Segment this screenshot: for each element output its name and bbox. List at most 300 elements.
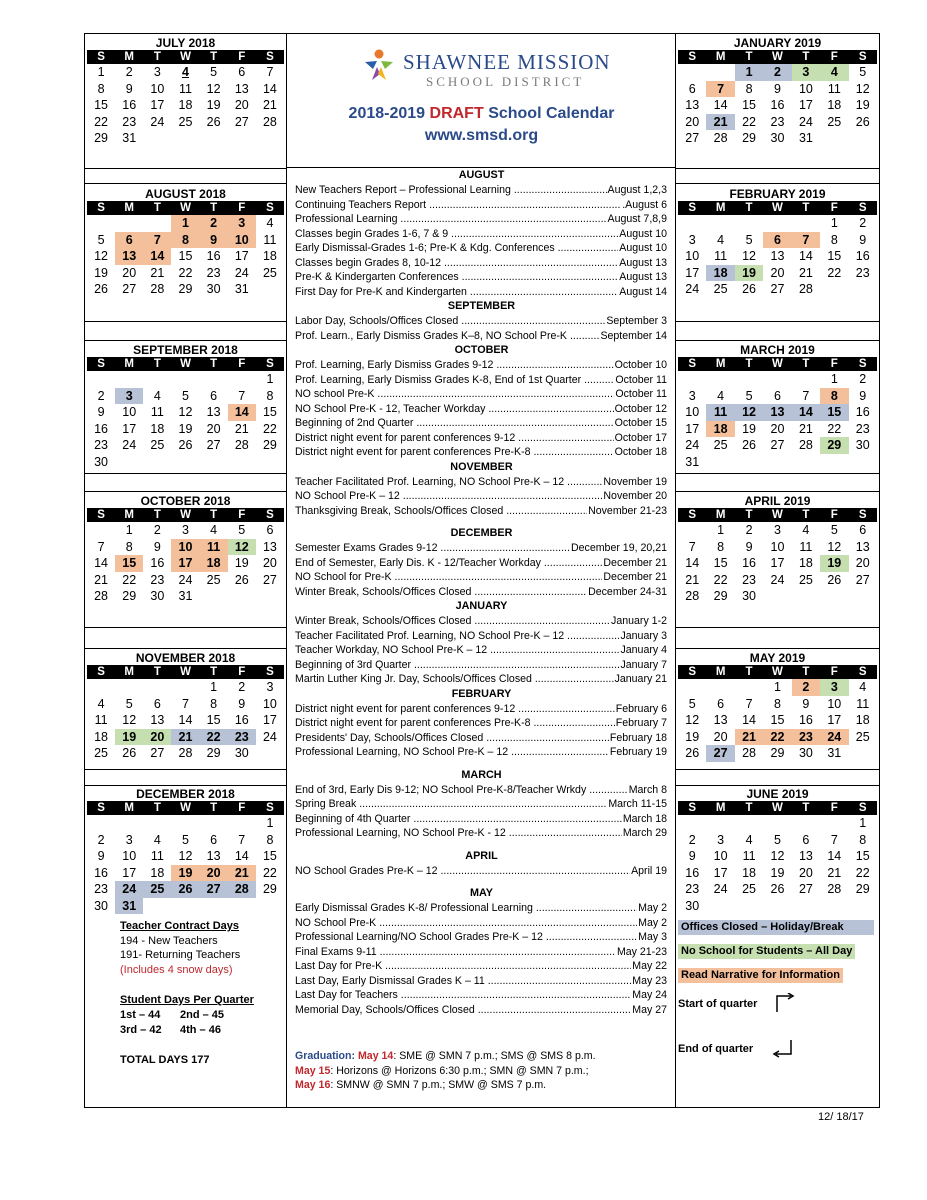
day-cell: 31 [115, 898, 143, 915]
event-row [288, 974, 675, 989]
event-date: November 20 [603, 490, 667, 502]
day-cell [849, 281, 877, 298]
day-cell: 15 [742, 98, 756, 112]
event-date: May 24 [632, 989, 667, 1001]
weekday-letter: M [715, 202, 726, 214]
day-cell: 9 [153, 539, 161, 554]
day-cell: 25 [94, 746, 109, 760]
event-name: Classes begin Grades 8, 10-12 ..... [295, 256, 618, 271]
day-cell: 27 [798, 882, 813, 896]
week-row [678, 881, 877, 898]
day-cell: 22 [827, 265, 842, 280]
day-cell [763, 815, 791, 832]
day-cell: 30 [206, 282, 221, 296]
weekday-letter: T [802, 51, 810, 63]
week-row [678, 232, 877, 249]
day-cell: 24 [115, 881, 143, 898]
day-cell: 11 [706, 404, 734, 421]
day-cell: 25 [855, 729, 870, 744]
event-name: Last Day for Pre-K ..... [295, 959, 631, 974]
day-cell: 10 [122, 405, 137, 419]
day-cell: 6 [153, 696, 161, 711]
graduation-line-3 [295, 1078, 596, 1093]
day-cell: 4 [153, 388, 161, 403]
day-cell: 26 [178, 438, 193, 452]
day-cell [87, 522, 115, 539]
day-cell [115, 371, 143, 388]
event-row [288, 314, 675, 329]
week-row [678, 371, 877, 388]
day-cell [256, 745, 284, 762]
quarter-1: 1st – 44 [120, 1009, 161, 1021]
day-cell: 14 [143, 248, 171, 265]
day-cell: 14 [178, 713, 193, 727]
day-cell: 26 [855, 114, 870, 129]
day-cell: 4 [210, 523, 218, 537]
quarter-3: 3rd – 42 [120, 1024, 162, 1036]
month-title: MARCH 2019 [740, 343, 815, 357]
divider [84, 785, 287, 786]
day-cell: 19 [770, 865, 785, 880]
event-row [288, 643, 675, 658]
day-cell: 30 [770, 131, 785, 145]
day-cell: 4 [153, 832, 161, 847]
event-date: February 6 [615, 702, 667, 715]
weekday-letter: F [238, 51, 246, 63]
legend-end: End of quarter [678, 1043, 754, 1055]
day-cell: 17 [827, 713, 842, 727]
day-cell: 16 [742, 556, 756, 570]
weekday-letter: T [802, 202, 810, 214]
week-row [87, 832, 284, 849]
day-cell: 29 [713, 589, 728, 603]
day-cell: 28 [742, 746, 756, 760]
week-row [678, 281, 877, 298]
weekday-header [678, 50, 877, 64]
month-title: OCTOBER 2018 [140, 494, 231, 508]
event-name: Professional Learning ..... [295, 212, 607, 227]
day-cell: 10 [262, 696, 277, 711]
day-cell [706, 679, 734, 696]
day-cell: 19 [178, 421, 193, 436]
legend-narrative: Read Narrative for Information [678, 968, 843, 983]
day-cell: 27 [706, 745, 734, 762]
student-title: Student Days Per Quarter [120, 994, 254, 1006]
event-date: December 19, 20,21 [571, 542, 667, 554]
event-name: Beginning of 3rd Quarter ..... [295, 658, 619, 673]
day-cell: 14 [228, 404, 256, 421]
event-row [288, 541, 675, 556]
weekday-letter: M [124, 202, 134, 214]
day-cell: 3 [717, 832, 725, 847]
quarter-4: 4th – 46 [180, 1024, 221, 1036]
day-cell: 9 [859, 388, 867, 403]
weekday-letter: S [688, 51, 697, 63]
day-cell: 12 [742, 249, 756, 263]
day-cell: 31 [685, 454, 700, 469]
day-cell: 19 [115, 729, 143, 746]
day-cell [792, 588, 820, 605]
event-section-heading: FEBRUARY [451, 687, 512, 700]
day-cell [849, 588, 877, 605]
day-cell [200, 815, 228, 832]
day-cell: 11 [179, 81, 192, 96]
graduation-text-2: : Horizons @ Horizons 6:30 p.m.; SMN @ SMN 7 p.m.; [330, 1064, 589, 1077]
day-cell: 18 [706, 265, 734, 282]
day-cell [200, 371, 228, 388]
day-cell: 20 [143, 729, 171, 746]
day-cell: 18 [94, 729, 109, 744]
week-row [87, 588, 284, 605]
day-cell: 7 [830, 832, 838, 847]
event-row [288, 387, 675, 402]
day-cell: 17 [262, 713, 277, 727]
day-cell: 20 [234, 98, 249, 112]
end-quarter-arrow-icon [772, 1040, 794, 1058]
divider [675, 769, 880, 770]
day-cell [792, 898, 820, 915]
event-name: NO School for Pre-K ..... [295, 570, 602, 585]
graduation-date-1: May 14 [357, 1050, 394, 1062]
day-cell: 11 [94, 713, 108, 727]
day-cell: 18 [200, 555, 228, 572]
week-row [87, 281, 284, 298]
divider [84, 491, 287, 492]
event-name: Pre-K & Kindergarten Conferences ..... [295, 270, 618, 285]
event-name: Final Exams 9-11 ..... [295, 945, 616, 960]
day-cell: 1 [97, 65, 105, 79]
month-title: FEBRUARY 2019 [729, 187, 826, 201]
day-cell: 27 [685, 131, 700, 145]
weekday-letter: S [858, 51, 867, 63]
day-cell: 12 [685, 713, 700, 727]
day-cell: 18 [262, 249, 277, 263]
day-cell: 13 [206, 849, 221, 863]
weekday-letter: S [97, 51, 105, 63]
event-row [288, 570, 675, 585]
day-cell: 17 [122, 421, 137, 436]
day-cell: 9 [238, 696, 246, 711]
day-cell: 21 [735, 729, 763, 746]
day-cell: 12 [122, 713, 137, 727]
day-cell: 8 [171, 232, 199, 249]
day-cell: 24 [713, 882, 728, 896]
event-section-heading: OCTOBER [454, 344, 509, 356]
day-cell: 16 [685, 865, 700, 880]
weekday-letter: S [266, 509, 274, 521]
day-cell: 19 [171, 865, 199, 882]
event-name: District night event for parent conferences 9-12 ..... [295, 702, 615, 717]
day-cell [706, 898, 734, 915]
day-cell: 25 [262, 265, 277, 280]
day-cell [678, 522, 706, 539]
day-cell: 29 [855, 882, 870, 896]
divider [84, 340, 287, 341]
weekday-header [87, 801, 284, 815]
day-cell [735, 215, 763, 232]
event-name: Beginning of 2nd Quarter ..... [295, 416, 614, 431]
weekday-header [87, 665, 284, 679]
week-row [87, 881, 284, 898]
day-cell: 4 [266, 216, 274, 230]
day-cell [820, 281, 848, 298]
day-cell: 13 [770, 249, 785, 263]
event-name: End of 3rd, Early Dis 9-12; NO School Pre-K-8/Teacher Wrkdy ..... [295, 783, 628, 798]
week-row [678, 729, 877, 746]
weekday-header [87, 508, 284, 522]
month-title: APRIL 2019 [744, 494, 811, 508]
day-cell: 8 [210, 696, 218, 711]
weekday-letter: S [266, 358, 274, 370]
day-cell: 26 [685, 746, 700, 760]
day-cell: 23 [770, 114, 785, 129]
day-cell: 22 [94, 114, 109, 129]
day-cell: 17 [234, 249, 249, 263]
event-row [288, 358, 675, 373]
day-cell: 16 [798, 713, 813, 727]
day-cell: 18 [706, 421, 734, 438]
day-cell: 8 [830, 232, 838, 247]
day-cell: 12 [228, 539, 256, 556]
day-cell: 1 [266, 372, 274, 386]
weekday-letter: T [745, 802, 753, 814]
day-cell: 28 [234, 438, 249, 452]
month-calendar-may [678, 651, 877, 762]
week-row [678, 745, 877, 762]
day-cell: 16 [94, 865, 109, 880]
day-cell: 4 [97, 696, 105, 711]
day-cell: 14 [792, 404, 820, 421]
day-cell [171, 371, 199, 388]
footer-date: 12/ 18/17 [818, 1111, 864, 1123]
day-cell [256, 588, 284, 605]
weekday-letter: T [210, 202, 218, 214]
weekday-letter: T [153, 509, 161, 521]
legend-no-school: No School for Students – All Day [678, 944, 855, 959]
day-cell [228, 454, 256, 471]
quarter-row-2 [120, 1023, 254, 1038]
divider [675, 340, 880, 341]
day-cell: 22 [122, 572, 137, 587]
event-row [288, 475, 675, 490]
day-cell: 8 [820, 388, 848, 405]
day-cell [200, 898, 228, 915]
event-row [288, 270, 675, 285]
day-cell: 10 [171, 539, 199, 556]
event-section-heading: JANUARY [455, 600, 508, 612]
event-date: February 18 [609, 731, 667, 744]
day-cell: 5 [745, 388, 753, 403]
day-cell: 31 [178, 589, 193, 603]
event-date: January 21 [614, 673, 667, 685]
divider [84, 769, 287, 770]
day-cell: 16 [206, 249, 221, 263]
day-cell: 20 [206, 421, 221, 436]
event-row [288, 702, 675, 717]
day-cell: 23 [855, 421, 870, 436]
weekday-header [87, 50, 284, 64]
day-cell: 12 [827, 539, 842, 554]
day-cell: 23 [228, 729, 256, 746]
day-cell: 25 [143, 881, 171, 898]
day-cell: 26 [742, 282, 756, 296]
day-cell: 27 [770, 282, 785, 296]
day-cell: 28 [713, 131, 728, 145]
day-cell: 19 [742, 421, 756, 436]
day-cell: 3 [820, 679, 848, 696]
day-cell: 24 [122, 438, 137, 452]
day-cell: 29 [94, 131, 109, 145]
day-cell: 9 [745, 539, 753, 554]
day-cell [792, 215, 820, 232]
event-name: Last Day, Early Dismissal Grades K – 11 ..... [295, 974, 631, 989]
day-cell: 28 [262, 114, 277, 129]
week-row [678, 248, 877, 265]
day-cell: 10 [798, 81, 813, 96]
event-section-heading: NOVEMBER [450, 460, 513, 473]
day-cell: 25 [798, 572, 813, 587]
day-cell [171, 898, 199, 915]
day-cell: 16 [770, 98, 785, 112]
weekday-letter: T [153, 358, 161, 370]
day-cell: 24 [820, 729, 848, 746]
day-cell [735, 454, 763, 471]
event-date: September 3 [606, 315, 667, 327]
weekday-letter: W [772, 509, 783, 521]
weekday-letter: F [830, 51, 838, 63]
contract-notes [120, 919, 240, 977]
event-row [288, 212, 675, 227]
event-date: March 8 [628, 783, 667, 796]
weekday-letter: M [715, 666, 726, 678]
event-name: NO school Pre-K ..... [295, 387, 614, 402]
day-cell [763, 215, 791, 232]
weekday-letter: F [830, 802, 838, 814]
graduation-label: Graduation: [295, 1050, 356, 1062]
day-cell: 10 [685, 249, 700, 263]
day-cell: 7 [143, 232, 171, 249]
day-cell: 5 [97, 232, 105, 247]
day-cell [849, 745, 877, 762]
events-list [288, 168, 675, 1017]
weekday-letter: M [715, 509, 726, 521]
event-section-heading: SEPTEMBER [447, 300, 516, 312]
divider [84, 648, 287, 649]
day-cell: 15 [770, 713, 785, 727]
day-cell: 15 [94, 98, 109, 112]
event-name: Semester Exams Grades 9-12 ..... [295, 541, 570, 556]
event-date: October 15 [614, 417, 667, 429]
weekday-letter: T [802, 666, 810, 678]
weekday-header [678, 665, 877, 679]
day-cell: 25 [742, 882, 756, 896]
day-cell: 12 [770, 849, 785, 863]
month-calendar-feb [678, 187, 877, 298]
day-cell: 6 [266, 523, 274, 537]
day-cell: 17 [770, 556, 785, 570]
day-cell: 15 [262, 405, 277, 419]
event-row [288, 241, 675, 256]
weekday-letter: M [124, 666, 134, 678]
divider [84, 183, 287, 184]
weekday-letter: T [210, 509, 218, 521]
day-cell: 18 [827, 98, 842, 112]
event-name: Spring Break ..... [295, 797, 607, 812]
day-cell: 30 [798, 746, 813, 760]
weekday-letter: S [97, 802, 105, 814]
weekday-letter: T [745, 51, 753, 63]
week-row [678, 848, 877, 865]
event-name: Professional Learning, NO School Pre-K – 12 ..... [295, 745, 609, 760]
week-row [87, 696, 284, 713]
weekday-letter: T [153, 202, 161, 214]
week-row [87, 555, 284, 572]
day-cell: 5 [182, 832, 189, 847]
event-section-heading: MAY [469, 887, 493, 899]
weekday-letter: F [238, 202, 246, 214]
event-name: Winter Break, Schools/Offices Closed ..... [295, 585, 587, 600]
day-cell: 22 [178, 265, 193, 280]
event-section-heading: MARCH [461, 768, 502, 781]
day-cell: 5 [688, 696, 696, 711]
event-name: NO School Pre-K ..... [295, 916, 637, 931]
day-cell [706, 454, 734, 471]
day-cell: 13 [206, 405, 221, 419]
day-cell: 27 [855, 572, 870, 587]
week-row [87, 248, 284, 265]
event-date: October 18 [614, 446, 667, 458]
day-cell [87, 371, 115, 388]
day-cell: 7 [792, 232, 820, 249]
day-cell [87, 679, 115, 696]
day-cell: 28 [827, 882, 842, 896]
event-row [288, 959, 675, 974]
day-cell: 16 [150, 556, 165, 570]
day-cell: 10 [228, 232, 256, 249]
weekday-letter: F [830, 666, 838, 678]
weekday-header [678, 801, 877, 815]
weekday-letter: T [802, 509, 810, 521]
day-cell: 7 [238, 388, 246, 403]
day-cell: 26 [827, 572, 842, 587]
day-cell: 2 [792, 679, 820, 696]
day-cell: 17 [685, 265, 700, 280]
day-cell: 27 [234, 114, 249, 129]
event-name: Teacher Workday, NO School Pre-K – 12 ..... [295, 643, 619, 658]
day-cell: 8 [266, 832, 274, 847]
day-cell: 22 [262, 865, 277, 880]
event-date: December 24-31 [588, 585, 667, 598]
week-row [87, 437, 284, 454]
weekday-letter: S [858, 802, 867, 814]
event-date: November 21-23 [588, 504, 667, 517]
event-row [288, 416, 675, 431]
day-cell: 13 [763, 404, 791, 421]
day-cell: 6 [763, 232, 791, 249]
day-cell: 19 [820, 555, 848, 572]
day-cell: 28 [94, 589, 109, 603]
day-cell: 31 [122, 131, 137, 145]
day-cell: 30 [94, 454, 109, 469]
month-calendar-nov [87, 651, 284, 762]
day-cell: 23 [792, 729, 820, 746]
day-cell: 1 [830, 216, 838, 230]
day-cell: 19 [685, 729, 700, 744]
week-row [87, 114, 284, 131]
weekday-letter: W [772, 51, 783, 63]
day-cell: 30 [234, 746, 249, 760]
month-calendar-jan [678, 36, 877, 147]
